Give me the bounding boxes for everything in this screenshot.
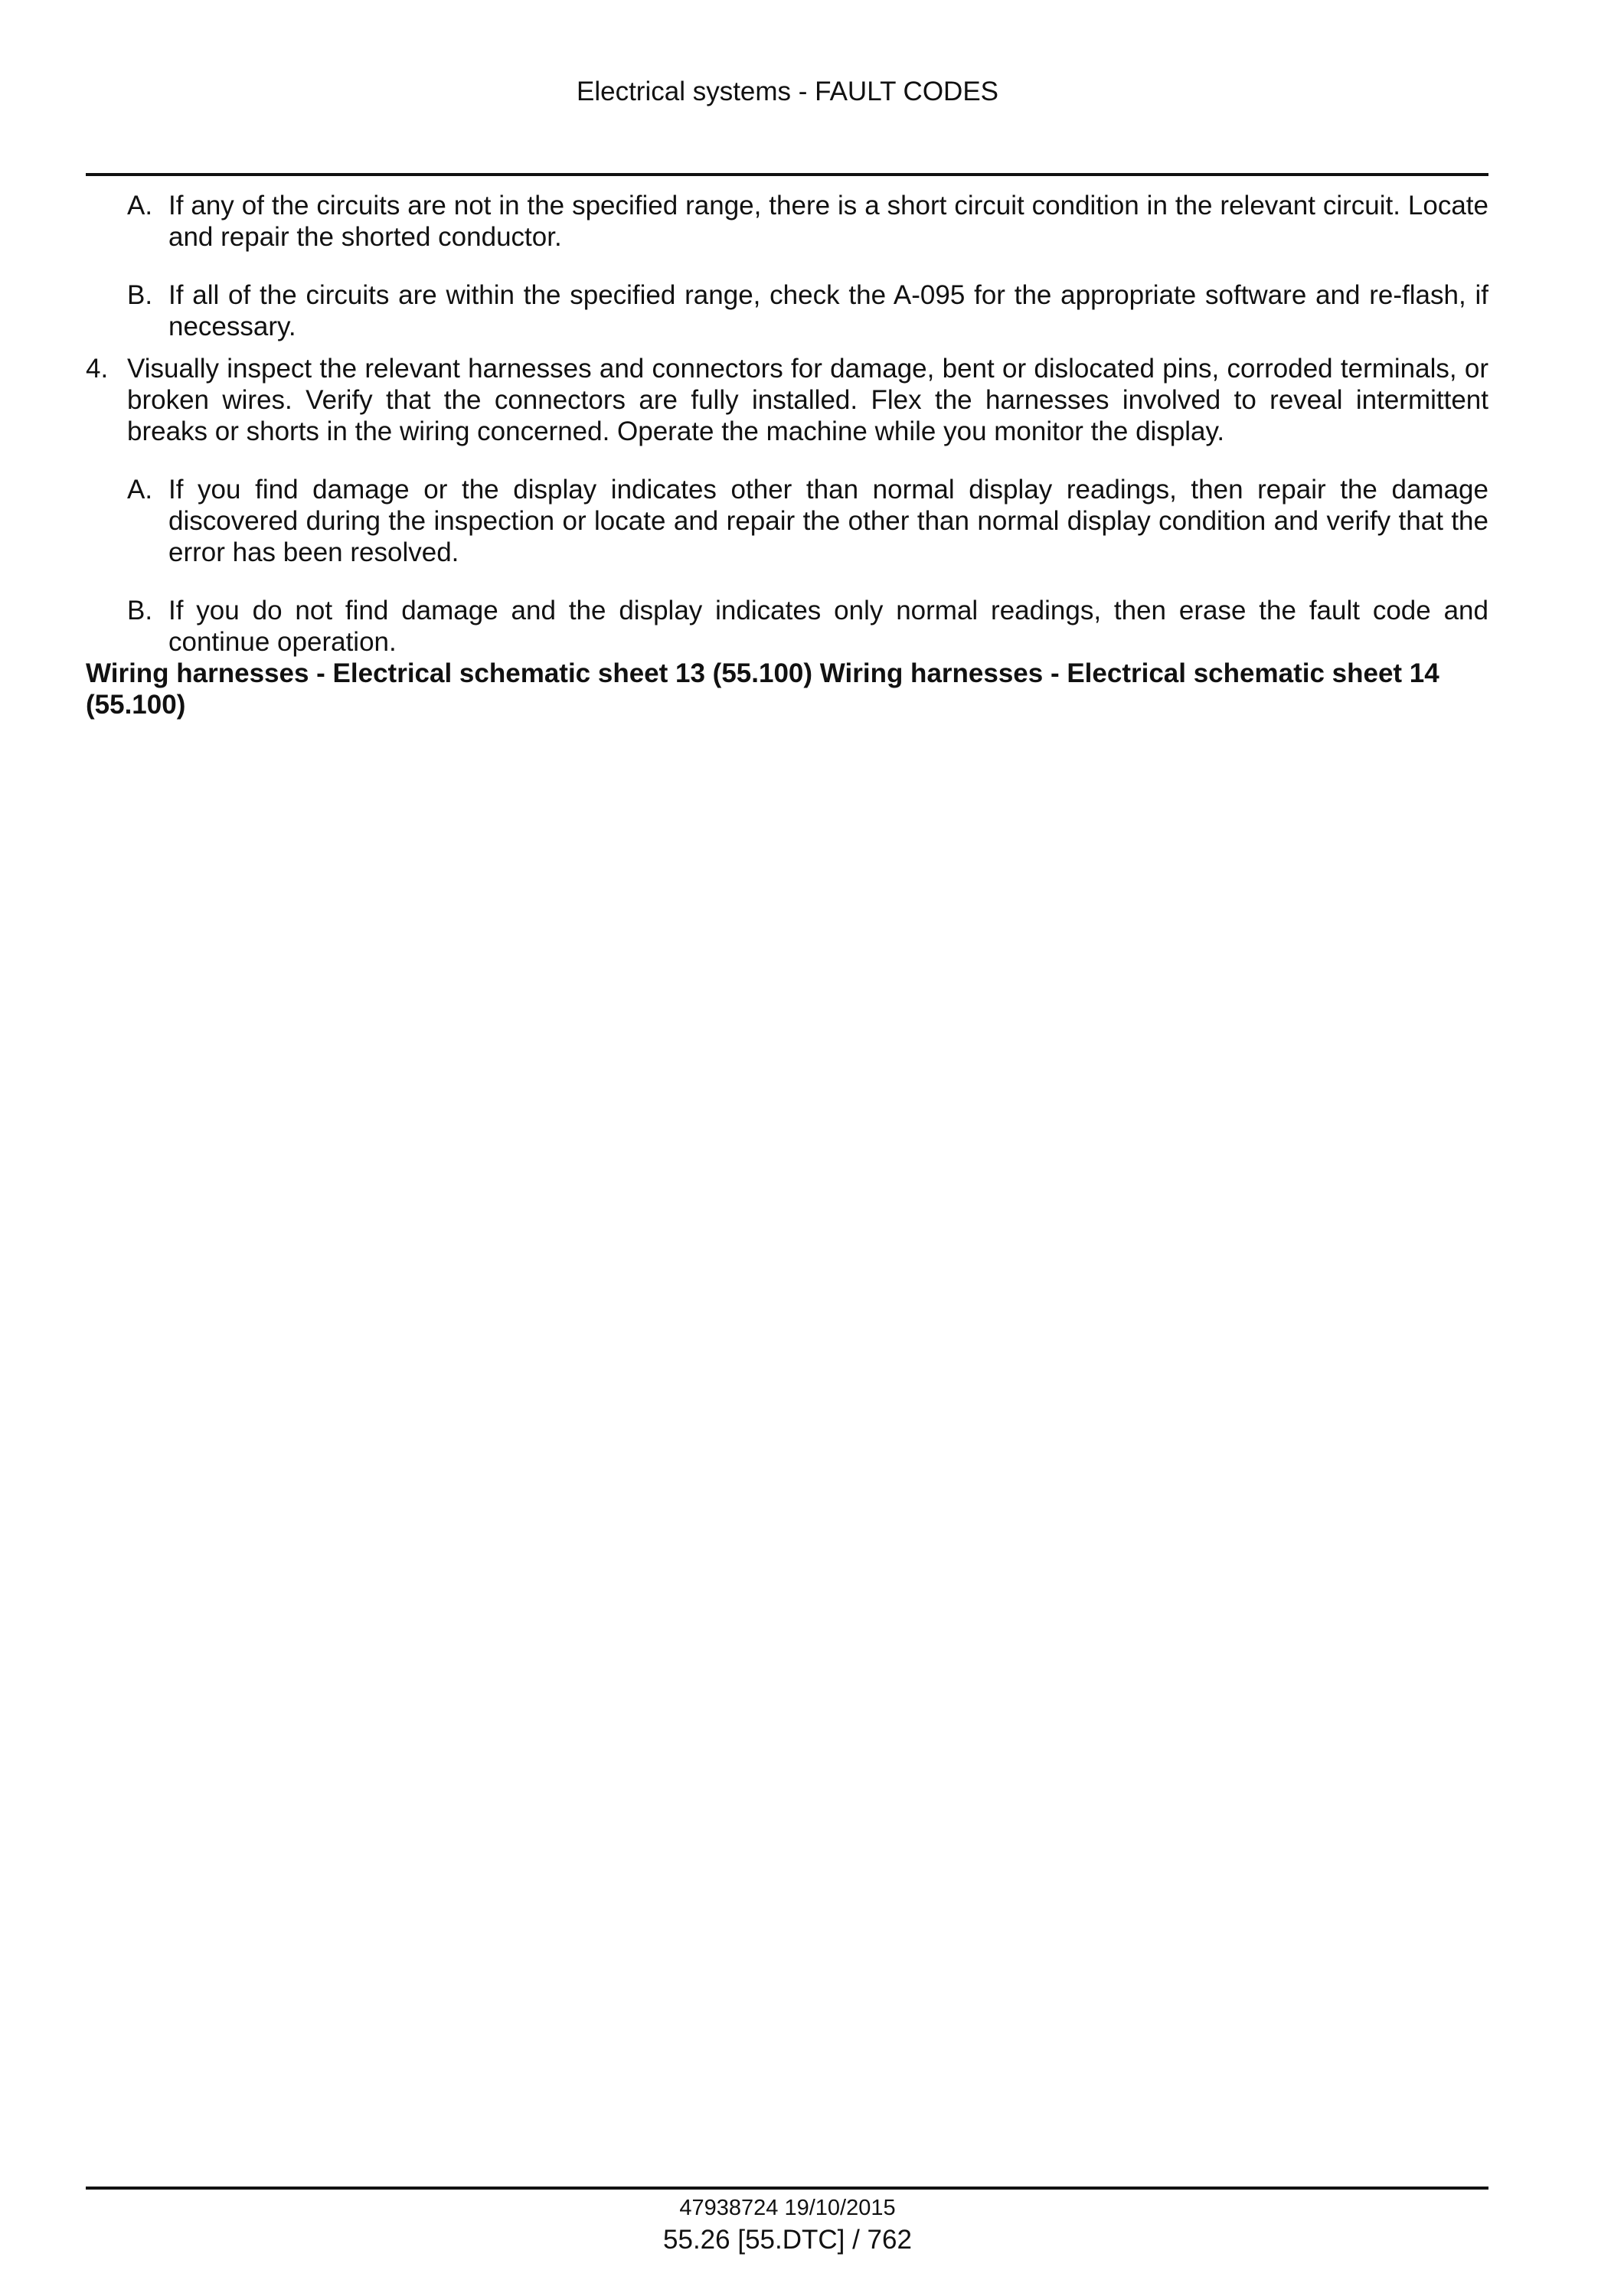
step-4b-text: If you do not find damage and the display indicates only normal readings, then erase the fault code and continue operation. [168,596,1488,657]
footer-page-reference: 55.26 [55.DTC] / 762 [663,2225,912,2255]
step-4a [86,474,1488,568]
step-4-text: Visually inspect the relevant harnesses and connectors for damage, bent or dislocated pins, corroded terminals, or broken wires. Verify that the connectors are fully installed. Flex the harnesses involved to reveal intermittent breaks or shorts in the wiring concerned. Operate the machine while you monitor the display. [127,354,1488,446]
header-divider [86,173,1488,176]
step-4b [86,595,1488,658]
reference-links [86,658,1464,720]
step-4b-marker: B. [127,596,153,625]
step-4a-text: If you find damage or the display indicates other than normal display readings, then repair the damage discovered during the inspection or locate and repair the other than normal display condition and verify that the error has been resolved. [168,475,1488,567]
step-3b-text: If all of the circuits are within the specified range, check the A-095 for the appropriate software and re-flash, if necessary. [168,280,1488,341]
page-header-title: Electrical systems - FAULT CODES [576,77,999,106]
step-3a-marker: A. [127,191,153,220]
reference-link-sheet-14[interactable]: Wiring harnesses - Electrical schematic sheet 14 (55.100) [86,658,1439,720]
step-3a [86,190,1488,253]
footer-divider [86,2187,1488,2190]
step-3b [86,279,1488,342]
step-3a-text: If any of the circuits are not in the specified range, there is a short circuit condition in the relevant circuit. Locate and repair the shorted conductor. [168,191,1488,252]
step-4 [86,353,1488,447]
reference-link-sheet-13[interactable]: Wiring harnesses - Electrical schematic sheet 13 (55.100) [86,658,813,688]
step-4-marker: 4. [86,354,109,384]
step-3b-marker: B. [127,280,153,310]
document-body [86,190,1488,720]
step-4a-marker: A. [127,475,153,505]
footer-document-id: 47938724 19/10/2015 [679,2196,896,2220]
